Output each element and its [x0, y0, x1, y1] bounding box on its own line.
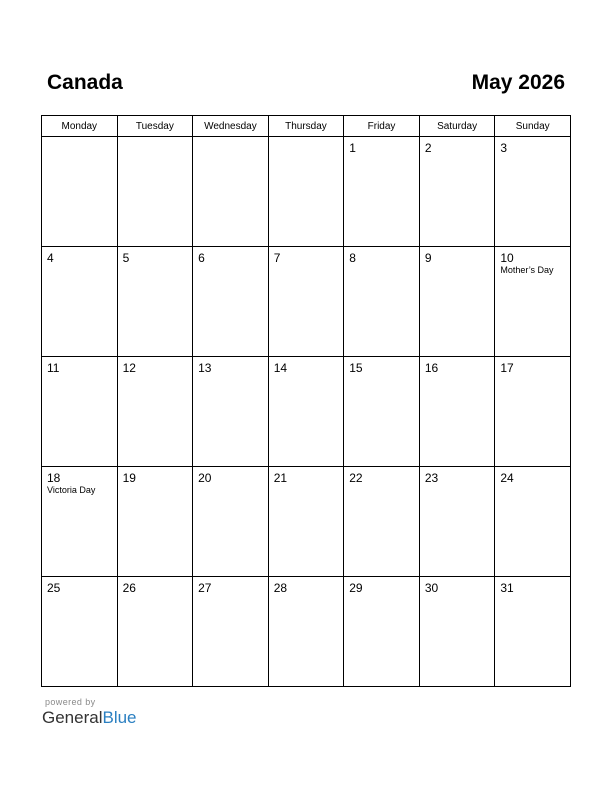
- day-number: 12: [122, 361, 136, 375]
- day-number: 25: [47, 581, 61, 595]
- day-number: 5: [122, 251, 130, 265]
- day-number: 14: [273, 361, 288, 375]
- holiday-label: Victoria Day: [47, 485, 96, 495]
- day-number: 1: [349, 141, 356, 155]
- weekday-sunday: Sunday: [495, 116, 571, 137]
- day-cell: [42, 247, 118, 357]
- holiday-label: Mother’s Day: [500, 265, 554, 275]
- day-number: 19: [122, 471, 136, 485]
- day-cell: [495, 247, 571, 357]
- week-row: [42, 577, 571, 687]
- day-cell: [193, 247, 269, 357]
- day-number: 15: [349, 361, 363, 375]
- day-number: 6: [198, 251, 205, 265]
- day-cell: [495, 467, 571, 577]
- day-number: 29: [349, 581, 363, 595]
- day-number: 26: [122, 581, 136, 595]
- day-cell: [419, 357, 495, 467]
- weekday-wednesday: Wednesday: [193, 116, 269, 137]
- day-cell: [42, 467, 118, 577]
- day-cell: [495, 577, 571, 687]
- weekday-thursday: Thursday: [268, 116, 344, 137]
- day-number: 4: [47, 251, 54, 265]
- day-number: 18: [47, 471, 61, 485]
- day-number: 22: [349, 471, 363, 485]
- week-row: [42, 247, 571, 357]
- week-row: [42, 137, 571, 247]
- day-number: 21: [273, 471, 288, 485]
- day-cell: [419, 467, 495, 577]
- calendar-grid: [41, 115, 571, 687]
- day-number: 8: [349, 251, 356, 265]
- day-number: 24: [500, 471, 514, 485]
- day-cell: [268, 137, 344, 247]
- day-number: 11: [47, 361, 60, 375]
- day-cell: [268, 247, 344, 357]
- day-cell: [419, 247, 495, 357]
- generalblue-logo: [42, 708, 137, 728]
- day-cell: [42, 577, 118, 687]
- day-cell: [344, 357, 420, 467]
- day-number: 2: [424, 141, 432, 155]
- powered-by-label: powered by: [45, 697, 96, 707]
- day-number: 23: [424, 471, 439, 485]
- day-cell: [117, 137, 193, 247]
- week-row: [42, 467, 571, 577]
- day-number: 27: [198, 581, 212, 595]
- country-title: Canada: [47, 71, 123, 94]
- day-cell: [344, 577, 420, 687]
- day-number: 30: [424, 581, 439, 595]
- day-cell: [419, 577, 495, 687]
- brand-blue-text: Blue: [102, 708, 137, 727]
- day-number: 20: [198, 471, 212, 485]
- day-cell: [42, 357, 118, 467]
- day-cell: [117, 247, 193, 357]
- weekday-header-row: [42, 116, 571, 137]
- day-cell: [193, 577, 269, 687]
- day-number: 3: [500, 141, 508, 155]
- day-cell: [117, 467, 193, 577]
- day-cell: [344, 247, 420, 357]
- day-cell: [344, 467, 420, 577]
- weekday-saturday: Saturday: [419, 116, 495, 137]
- day-number: 31: [500, 581, 514, 595]
- day-cell: [117, 577, 193, 687]
- day-cell: [268, 467, 344, 577]
- month-year-title: May 2026: [471, 71, 565, 94]
- week-row: [42, 357, 571, 467]
- day-number: 16: [424, 361, 439, 375]
- day-cell: [117, 357, 193, 467]
- day-cell: [495, 357, 571, 467]
- weekday-monday: Monday: [42, 116, 118, 137]
- day-cell: [268, 577, 344, 687]
- day-number: 9: [424, 251, 432, 265]
- day-cell: [193, 137, 269, 247]
- weekday-friday: Friday: [344, 116, 420, 137]
- day-cell: [193, 357, 269, 467]
- brand-general-text: General: [42, 708, 103, 727]
- day-cell: [419, 137, 495, 247]
- weekday-tuesday: Tuesday: [117, 116, 193, 137]
- day-cell: [268, 357, 344, 467]
- day-cell: [495, 137, 571, 247]
- day-number: 7: [273, 251, 281, 265]
- day-cell: [42, 137, 118, 247]
- day-number: 10: [500, 251, 514, 265]
- day-cell: [193, 467, 269, 577]
- day-number: 17: [500, 361, 514, 375]
- day-number: 13: [198, 361, 212, 375]
- day-number: 28: [273, 581, 288, 595]
- day-cell: [344, 137, 420, 247]
